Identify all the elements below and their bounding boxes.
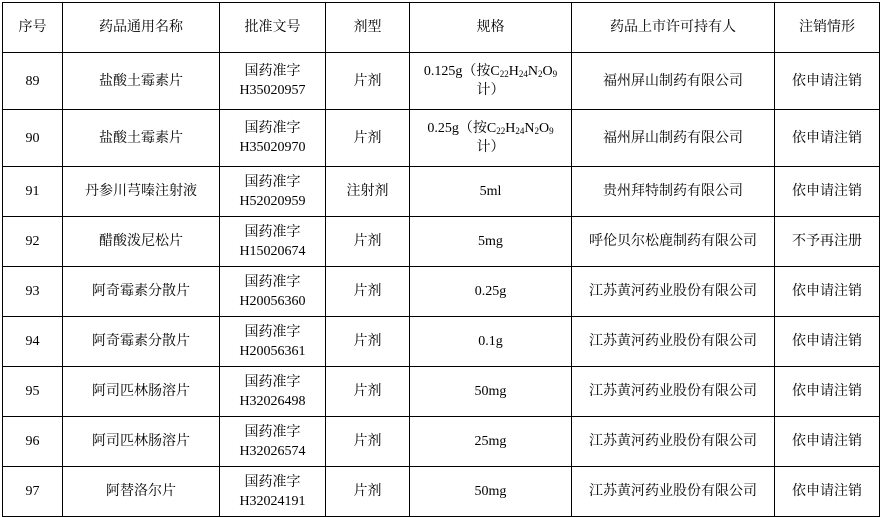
approval-code: H32026498 (239, 393, 306, 409)
cell-status: 依申请注销 (775, 317, 880, 367)
cell-serial: 93 (3, 267, 63, 317)
spec-text: H (505, 121, 516, 136)
spec-subscript: 2 (537, 69, 543, 79)
cell-serial: 89 (3, 53, 63, 110)
cell-license-holder: 江苏黄河药业股份有限公司 (572, 417, 775, 467)
cell-serial: 90 (3, 110, 63, 167)
cell-drug-name: 阿司匹林肠溶片 (63, 367, 220, 417)
approval-prefix: 国药准字 (244, 223, 301, 240)
cell-dosage-form: 片剂 (326, 110, 410, 167)
spec-text: N (527, 64, 538, 79)
table-header-row (3, 3, 880, 53)
cell-drug-name: 盐酸土霉素片 (63, 110, 220, 167)
spec-subscript: 24 (515, 126, 525, 136)
spec-subscript: 2 (534, 126, 539, 136)
approval-prefix: 国药准字 (244, 63, 301, 79)
approval-prefix: 国药准字 (244, 323, 301, 340)
cell-approval-number (220, 417, 326, 467)
cell-specification: 5ml (410, 167, 572, 217)
cell-status: 依申请注销 (775, 417, 880, 467)
cell-status: 依申请注销 (775, 467, 880, 517)
table-row (3, 417, 880, 467)
cell-status: 依申请注销 (775, 53, 880, 110)
spec-text: H (508, 64, 519, 79)
approval-prefix: 国药准字 (244, 120, 301, 136)
cell-serial: 97 (3, 467, 63, 517)
cell-license-holder: 福州屏山制药有限公司 (572, 53, 775, 110)
approval-code: H20056360 (239, 293, 306, 309)
cell-specification: 50mg (410, 467, 572, 517)
approval-prefix: 国药准字 (244, 423, 301, 440)
table-row (3, 467, 880, 517)
cell-dosage-form: 注射剂 (326, 167, 410, 217)
cell-drug-name: 阿司匹林肠溶片 (63, 417, 220, 467)
cell-drug-name: 盐酸土霉素片 (63, 53, 220, 110)
cell-drug-name: 阿奇霉素分散片 (63, 317, 220, 367)
cell-serial: 96 (3, 417, 63, 467)
spec-line-1 (412, 119, 569, 138)
cell-license-holder: 福州屏山制药有限公司 (572, 110, 775, 167)
cell-approval-number (220, 267, 326, 317)
cell-serial: 95 (3, 367, 63, 417)
table-row (3, 317, 880, 367)
spec-subscript: 9 (552, 69, 558, 79)
header-drug-name: 药品通用名称 (63, 3, 220, 53)
cell-status: 依申请注销 (775, 167, 880, 217)
approval-prefix: 国药准字 (244, 173, 301, 190)
spec-text: N (524, 121, 535, 136)
approval-code: H15020674 (239, 243, 306, 259)
cell-specification: 50mg (410, 367, 572, 417)
cell-approval-number (220, 167, 326, 217)
cell-approval-number (220, 317, 326, 367)
spec-text: 0.125g（按C (423, 64, 500, 79)
approval-code: H52020959 (239, 193, 306, 209)
cell-specification (410, 110, 572, 167)
table-row (3, 167, 880, 217)
spec-subscript: 9 (549, 126, 554, 136)
table-row (3, 110, 880, 167)
cell-serial: 91 (3, 167, 63, 217)
cell-license-holder: 江苏黄河药业股份有限公司 (572, 367, 775, 417)
spec-subscript: 24 (518, 69, 528, 79)
cell-status: 依申请注销 (775, 110, 880, 167)
cell-dosage-form: 片剂 (326, 267, 410, 317)
approval-code: H20056361 (239, 343, 306, 359)
cell-drug-name: 阿替洛尔片 (63, 467, 220, 517)
header-dosage-form: 剂型 (326, 3, 410, 53)
cell-dosage-form: 片剂 (326, 367, 410, 417)
cell-drug-name: 醋酸泼尼松片 (63, 217, 220, 267)
cell-approval-number (220, 367, 326, 417)
cell-specification: 5mg (410, 217, 572, 267)
cell-specification (410, 53, 572, 110)
cell-dosage-form: 片剂 (326, 317, 410, 367)
cell-approval-number (220, 217, 326, 267)
cell-status: 不予再注册 (775, 217, 880, 267)
cell-serial: 92 (3, 217, 63, 267)
header-license-holder: 药品上市许可持有人 (572, 3, 775, 53)
approval-prefix: 国药准字 (244, 273, 301, 290)
spec-line-2: 计） (476, 139, 505, 155)
cell-dosage-form: 片剂 (326, 217, 410, 267)
cell-approval-number (220, 467, 326, 517)
approval-code: H35020970 (239, 140, 306, 155)
spec-subscript: 22 (499, 69, 509, 79)
header-approval-number: 批准文号 (220, 3, 326, 53)
spec-line-1 (412, 62, 569, 81)
header-specification: 规格 (410, 3, 572, 53)
approval-prefix: 国药准字 (244, 373, 301, 390)
cell-status: 依申请注销 (775, 267, 880, 317)
header-status: 注销情形 (775, 3, 880, 53)
cell-license-holder: 江苏黄河药业股份有限公司 (572, 267, 775, 317)
table-row (3, 217, 880, 267)
cell-license-holder: 江苏黄河药业股份有限公司 (572, 467, 775, 517)
drug-deregistration-table (2, 2, 880, 517)
table-row (3, 367, 880, 417)
approval-code: H32026574 (239, 443, 306, 459)
table-row (3, 53, 880, 110)
cell-dosage-form: 片剂 (326, 467, 410, 517)
spec-text: 0.25g（按C (427, 121, 497, 136)
cell-specification: 25mg (410, 417, 572, 467)
cell-drug-name: 丹参川芎嗪注射液 (63, 167, 220, 217)
cell-serial: 94 (3, 317, 63, 367)
approval-code: H35020957 (239, 83, 306, 98)
cell-license-holder: 贵州拜特制药有限公司 (572, 167, 775, 217)
table-row (3, 267, 880, 317)
cell-dosage-form: 片剂 (326, 53, 410, 110)
cell-status: 依申请注销 (775, 367, 880, 417)
spec-subscript: 22 (496, 126, 506, 136)
cell-license-holder: 江苏黄河药业股份有限公司 (572, 317, 775, 367)
cell-dosage-form: 片剂 (326, 417, 410, 467)
spec-text: O (538, 121, 550, 136)
approval-prefix: 国药准字 (244, 473, 301, 490)
cell-license-holder: 呼伦贝尔松鹿制药有限公司 (572, 217, 775, 267)
cell-specification: 0.1g (410, 317, 572, 367)
cell-specification: 0.25g (410, 267, 572, 317)
cell-approval-number (220, 110, 326, 167)
spec-line-2: 计） (476, 82, 505, 98)
header-serial: 序号 (3, 3, 63, 53)
spec-text: O (542, 64, 553, 79)
cell-approval-number (220, 53, 326, 110)
cell-drug-name: 阿奇霉素分散片 (63, 267, 220, 317)
approval-code: H32024191 (239, 493, 306, 509)
